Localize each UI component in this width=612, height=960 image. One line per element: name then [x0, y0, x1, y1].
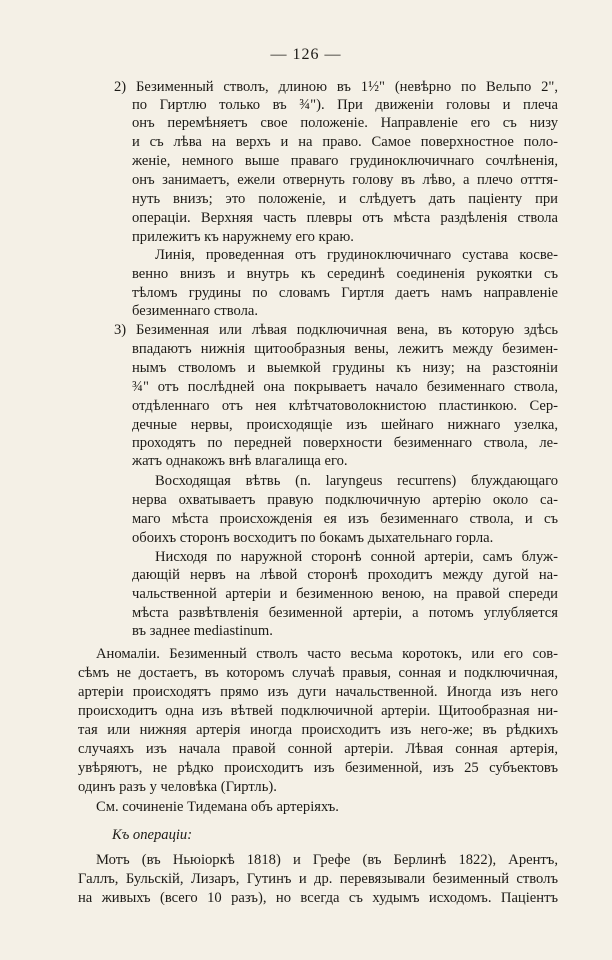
- text-line: Нисходя по наружной сторонѣ сонной артеріи, самъ блуж-: [155, 549, 558, 565]
- text-line: Мотъ (въ Ньюіоркѣ 1818) и Грефе (въ Берлинѣ 1822), Арентъ,: [96, 852, 558, 868]
- text-line: по Гиртлю только въ ¾"). При движеніи головы и плеча: [132, 97, 558, 113]
- text-line: нымъ стволомъ и выемкой грудины къ низу; на разстояніи: [132, 360, 558, 376]
- text-line: одинъ разъ у человѣка (Гиртль).: [78, 779, 277, 795]
- text-line: Линія, проведенная отъ грудиноключичнаго сустава косве-: [155, 247, 558, 263]
- text-line: См. сочиненіе Тидемана объ артеріяхъ.: [96, 799, 339, 815]
- text-line: тая или нижняя артерія иногда происходитъ изъ него-же; въ рѣдкихъ: [78, 722, 558, 738]
- section-heading: Къ операціи:: [112, 827, 193, 843]
- text-line: жатъ однакожъ внѣ влагалища его.: [132, 453, 348, 469]
- text-line: происходитъ одна изъ вѣтвей подключичной артеріи. Щитообразная ни-: [78, 703, 558, 719]
- text-line: проходятъ по передней поверхности безименнаго ствола, ле-: [132, 435, 558, 451]
- text-line: мѣста развѣтвленія безименной артеріи, а потомъ углубляется: [132, 605, 558, 621]
- text-line: Галлъ, Бульскій, Лизаръ, Гутинъ и др. перевязывали безименный стволъ: [78, 871, 558, 887]
- text-line: Восходящая вѣтвь (n. laryngeus recurrens) блуждающаго: [155, 473, 558, 489]
- text-line: 2) Безименный стволъ, длиною въ 1½" (невѣрно по Вельпо 2",: [114, 79, 558, 95]
- text-line: артеріи происходятъ прямо изъ дуги начальственной. Иногда изъ него: [78, 684, 558, 700]
- text-line: отдѣленнаго отъ нея клѣтчатоволокнистою пластинкою. Сер-: [132, 398, 558, 414]
- text-line: обоихъ сторонъ восходитъ по бокамъ дыхательнаго горла.: [132, 530, 494, 546]
- text-line: случаяхъ изъ начала правой сонной артеріи. Лѣвая сонная артерія,: [78, 741, 558, 757]
- text-line: дечные нервы, происходящіе изъ шейнаго нижнаго узелка,: [132, 417, 558, 433]
- text-line: впадаютъ нижнія щитообразныя вены, лежитъ между безимен-: [132, 341, 558, 357]
- text-line: ¾" отъ послѣдней она покрываетъ начало безименнаго ствола,: [132, 379, 558, 395]
- text-line: венно внизъ и внутрь къ серединѣ соединенія рукоятки съ: [132, 266, 558, 282]
- text-line: нуть внизъ; это положеніе, и слѣдуетъ дать паціенту при: [132, 191, 558, 207]
- text-line: онъ перемѣняетъ свое положеніе. Направленіе его съ низу: [132, 115, 558, 131]
- text-line: маго мѣста происхожденія ея изъ безименнаго ствола, и съ: [132, 511, 558, 527]
- text-line: нерва охватываетъ правую подключичную артерію около са-: [132, 492, 558, 508]
- text-line: прилежитъ къ наружнему его краю.: [132, 229, 354, 245]
- text-line: и съ лѣва на верхъ и на право. Самое поверхностное поло-: [132, 134, 558, 150]
- text-line: тѣломъ грудины по словамъ Гиртля даетъ намъ направленіе: [132, 285, 558, 301]
- text-line: 3) Безименная или лѣвая подключичная вена, въ которую здѣсь: [114, 322, 558, 338]
- text-line: дающій нервъ на лѣвой сторонѣ проходитъ между дугой на-: [132, 567, 558, 583]
- text-line: Аномаліи. Безименный стволъ часто весьма коротокъ, или его сов-: [96, 646, 558, 662]
- text-line: безименнаго ствола.: [132, 303, 258, 319]
- text-line: увѣряютъ, не рѣдко происходитъ изъ безименной, изъ 25 субъектовъ: [78, 760, 558, 776]
- text-line: чальственной артеріи и безименною веною, на правой спереди: [132, 586, 558, 602]
- text-line: женіе, немного выше праваго грудиноключичнаго сочлѣненія,: [132, 153, 558, 169]
- page-number: — 126 —: [270, 46, 342, 63]
- text-line: въ заднее mediastinum.: [132, 623, 273, 639]
- text-line: онъ занимаетъ, ежели отвернуть голову въ лѣво, а плечо отття-: [132, 172, 558, 188]
- text-line: на живыхъ (всего 10 разъ), но всегда съ худымъ исходомъ. Паціентъ: [78, 890, 558, 906]
- text-line: операціи. Верхняя часть плевры отъ мѣста раздѣленія ствола: [132, 210, 558, 226]
- text-line: сѣмъ не достаетъ, въ которомъ случаѣ правыя, сонная и подключичная,: [78, 665, 558, 681]
